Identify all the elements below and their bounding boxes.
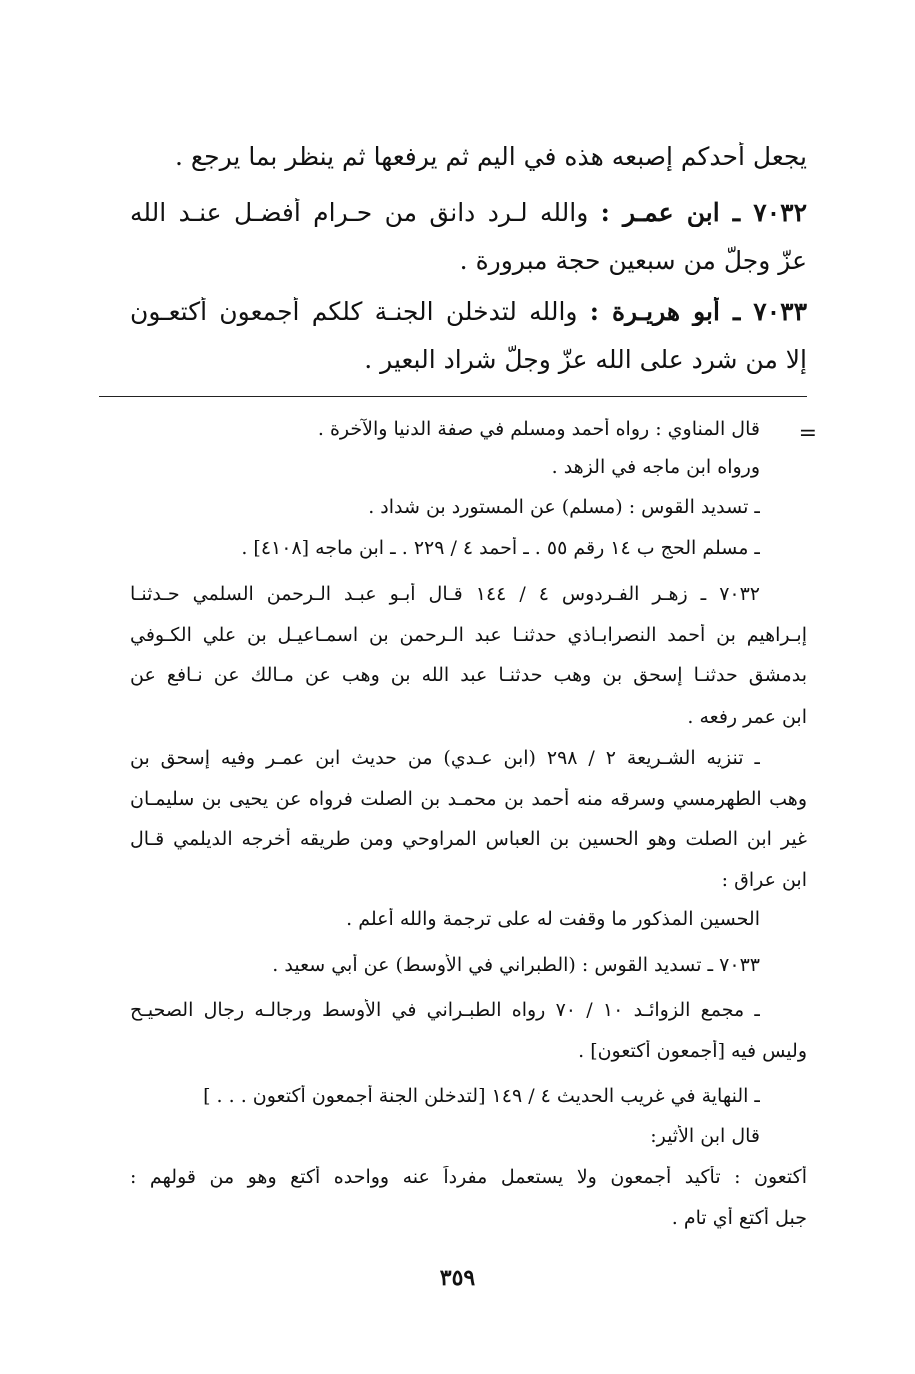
footnote-line: ـ مجمع الزوائـد ١٠ / ٧٠ رواه الطبـراني في الأوسط ورجالـه رجال الصحيـح	[130, 999, 760, 1021]
footnote-line: أكتعون : تأكيد أجمعون ولا يستعمل مفرداً عنه وواحده أكتع وهو من قولهم :	[130, 1166, 807, 1188]
footnote-line: ـ مسلم الحج ب ١٤ رقم ٥٥ . ـ أحمد ٤ / ٢٢٩ . ـ ابن ماجه [٤١٠٨] .	[241, 537, 760, 559]
footnote-line: غير ابن الصلت وهو الحسين بن العباس المراوحي ومن طريقه أخرجه الديلمي قـال	[130, 828, 807, 850]
footnote-line: بدمشق حدثنـا إسحق بن وهب حدثنـا عبد الله بن وهب عن مـالك عن نـافع عن	[130, 664, 807, 686]
footnote-line: جبل أكتع أي تام .	[671, 1207, 807, 1229]
footnote-line: ٧٠٣٢ ـ زهـر الفـردوس ٤ / ١٤٤ قـال أبـو عبـد الـرحمن السلمي حـدثنـا	[130, 583, 760, 605]
footnote-line: ابن عمر رفعه .	[687, 706, 807, 728]
hadith-7032-number: ٧٠٣٢ ـ ابن عمـر :	[600, 198, 807, 227]
hadith-7032	[130, 198, 807, 227]
footnote-line: ابن عراق :	[721, 869, 807, 891]
footnote-line: وليس فيه [أجمعون أكتعون] .	[578, 1040, 807, 1062]
footnote-line: وهب الطهرمسي وسرقه منه أحمد بن محمـد بن الصلت فرواه عن يحيى بن سليمـان	[130, 788, 807, 810]
footnote-separator	[99, 396, 807, 397]
footnote-line: قال المناوي : رواه أحمد ومسلم في صفة الدنيا والآخرة .	[317, 418, 760, 440]
footnote-line: ورواه ابن ماجه في الزهد .	[551, 456, 760, 478]
footnote-line: قال ابن الأثير:	[650, 1125, 760, 1147]
continuation-mark: =	[798, 421, 817, 446]
hadith-7033-continuation: إلا من شرد على الله عزّ وجلّ شراد البعير .	[364, 345, 807, 374]
footnote-line: الحسين المذكور ما وقفت له على ترجمة والله أعلم .	[346, 908, 760, 930]
footnote-line: ٧٠٣٣ ـ تسديد القوس : (الطبراني في الأوسط) عن أبي سعيد .	[272, 954, 760, 976]
footnote-line: ـ النهاية في غريب الحديث ٤ / ١٤٩ [لتدخلن الجنة أجمعون أكتعون . . . ]	[203, 1085, 760, 1107]
hadith-7033-text: والله لتدخلن الجنـة كلكم أجمعون أكتعـون	[130, 297, 590, 326]
hadith-7033-number: ٧٠٣٣ ـ أبو هريـرة :	[589, 297, 807, 326]
footnote-line: ـ تسديد القوس : (مسلم) عن المستورد بن شداد .	[368, 496, 760, 518]
page-number: ٣٥٩	[439, 1265, 476, 1291]
footnote-line: إبـراهيم بن أحمد النصرابـاذي حدثنـا عبد الـرحمن بن اسمـاعيـل بن علي الكـوفي	[130, 624, 807, 646]
hadith-7032-text: والله لـرد دانق من حـرام أفضـل عنـد الله	[130, 198, 601, 227]
main-text-line-1: يجعل أحدكم إصبعه هذه في اليم ثم يرفعها ثم ينظر بما يرجع .	[174, 142, 807, 171]
footnote-line: ـ تنزيه الشـريعة ٢ / ٢٩٨ (ابن عـدي) من حديث ابن عمـر وفيه إسحق بن	[130, 747, 760, 769]
hadith-7032-continuation: عزّ وجلّ من سبعين حجة مبرورة .	[459, 246, 807, 275]
hadith-7033	[130, 297, 807, 326]
